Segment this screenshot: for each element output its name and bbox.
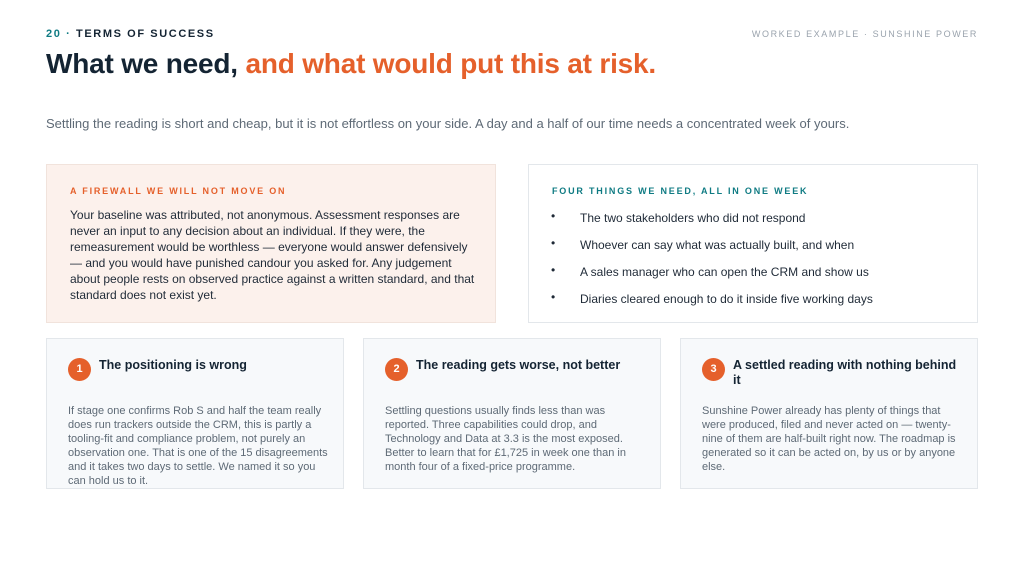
risk-body: Settling questions usually finds less than was reported. Three capabilities could drop, and Technology and Data at 3.3 is the most exposed. Better to learn that for £1,725 in week one than in month four of a fixed-price programme. bbox=[385, 405, 626, 473]
slide-number: 20 bbox=[46, 28, 62, 40]
bullet-icon: • bbox=[551, 290, 556, 304]
needs-card bbox=[528, 164, 978, 323]
number-badge: 2 bbox=[385, 358, 408, 381]
need-text: Diaries cleared enough to do it inside five working days bbox=[580, 292, 873, 306]
title-accent: and what would put this at risk. bbox=[245, 48, 656, 79]
bullet-icon: • bbox=[551, 236, 556, 250]
section-eyebrow bbox=[46, 28, 215, 40]
need-text: A sales manager who can open the CRM and show us bbox=[580, 265, 869, 279]
eyebrow-separator: · bbox=[66, 28, 72, 40]
bullet-icon: • bbox=[551, 209, 556, 223]
need-text: The two stakeholders who did not respond bbox=[580, 211, 806, 225]
number-badge: 1 bbox=[68, 358, 91, 381]
risk-title: The reading gets worse, not better bbox=[416, 358, 621, 372]
firewall-label: A FIREWALL WE WILL NOT MOVE ON bbox=[70, 186, 287, 196]
risk-title: The positioning is wrong bbox=[99, 358, 247, 372]
risk-body: Sunshine Power already has plenty of things that were produced, filed and never acted on — twenty-nine of them are half-built right now. The roadmap is generated so it can be acted on, by us or by anyone else. bbox=[702, 405, 956, 473]
risk-body: If stage one confirms Rob S and half the team really does run trackers outside the CRM, this is partly a tooling-fit and compliance problem, not purely an observation one. That is one of the 15 disagreements and it takes two days to settle. We named it so you can hold us to it. bbox=[68, 405, 328, 487]
risk-card-reading-worse bbox=[363, 338, 661, 489]
need-text: Whoever can say what was actually built, and when bbox=[580, 238, 855, 252]
firewall-card bbox=[46, 164, 496, 323]
risk-card-nothing-behind bbox=[680, 338, 978, 489]
slide-header bbox=[46, 28, 978, 40]
risk-title: A settled reading with nothing behind it bbox=[733, 358, 957, 387]
section-name: TERMS OF SUCCESS bbox=[76, 28, 215, 40]
needs-label: FOUR THINGS WE NEED, ALL IN ONE WEEK bbox=[552, 186, 809, 196]
context-label: WORKED EXAMPLE · SUNSHINE POWER bbox=[751, 29, 978, 39]
title-lead: What we need, bbox=[46, 48, 238, 79]
bullet-icon: • bbox=[551, 263, 556, 277]
intro-text: Settling the reading is short and cheap, but it is not effortless on your side. A day and a half of our time needs a concentrated week of yours. bbox=[46, 116, 850, 131]
number-badge: 3 bbox=[702, 358, 725, 381]
risk-card-positioning bbox=[46, 338, 344, 489]
firewall-body: Your baseline was attributed, not anonymous. Assessment responses are never an input to any decision about an individual. If they were, the remeasurement would be worthless — everyone would answer defensively — and you would have punished candour you asked for. Any judgement about people rests on observed practice against a written standard, and that standard does not exist yet. bbox=[70, 208, 475, 302]
page-title bbox=[46, 48, 656, 80]
